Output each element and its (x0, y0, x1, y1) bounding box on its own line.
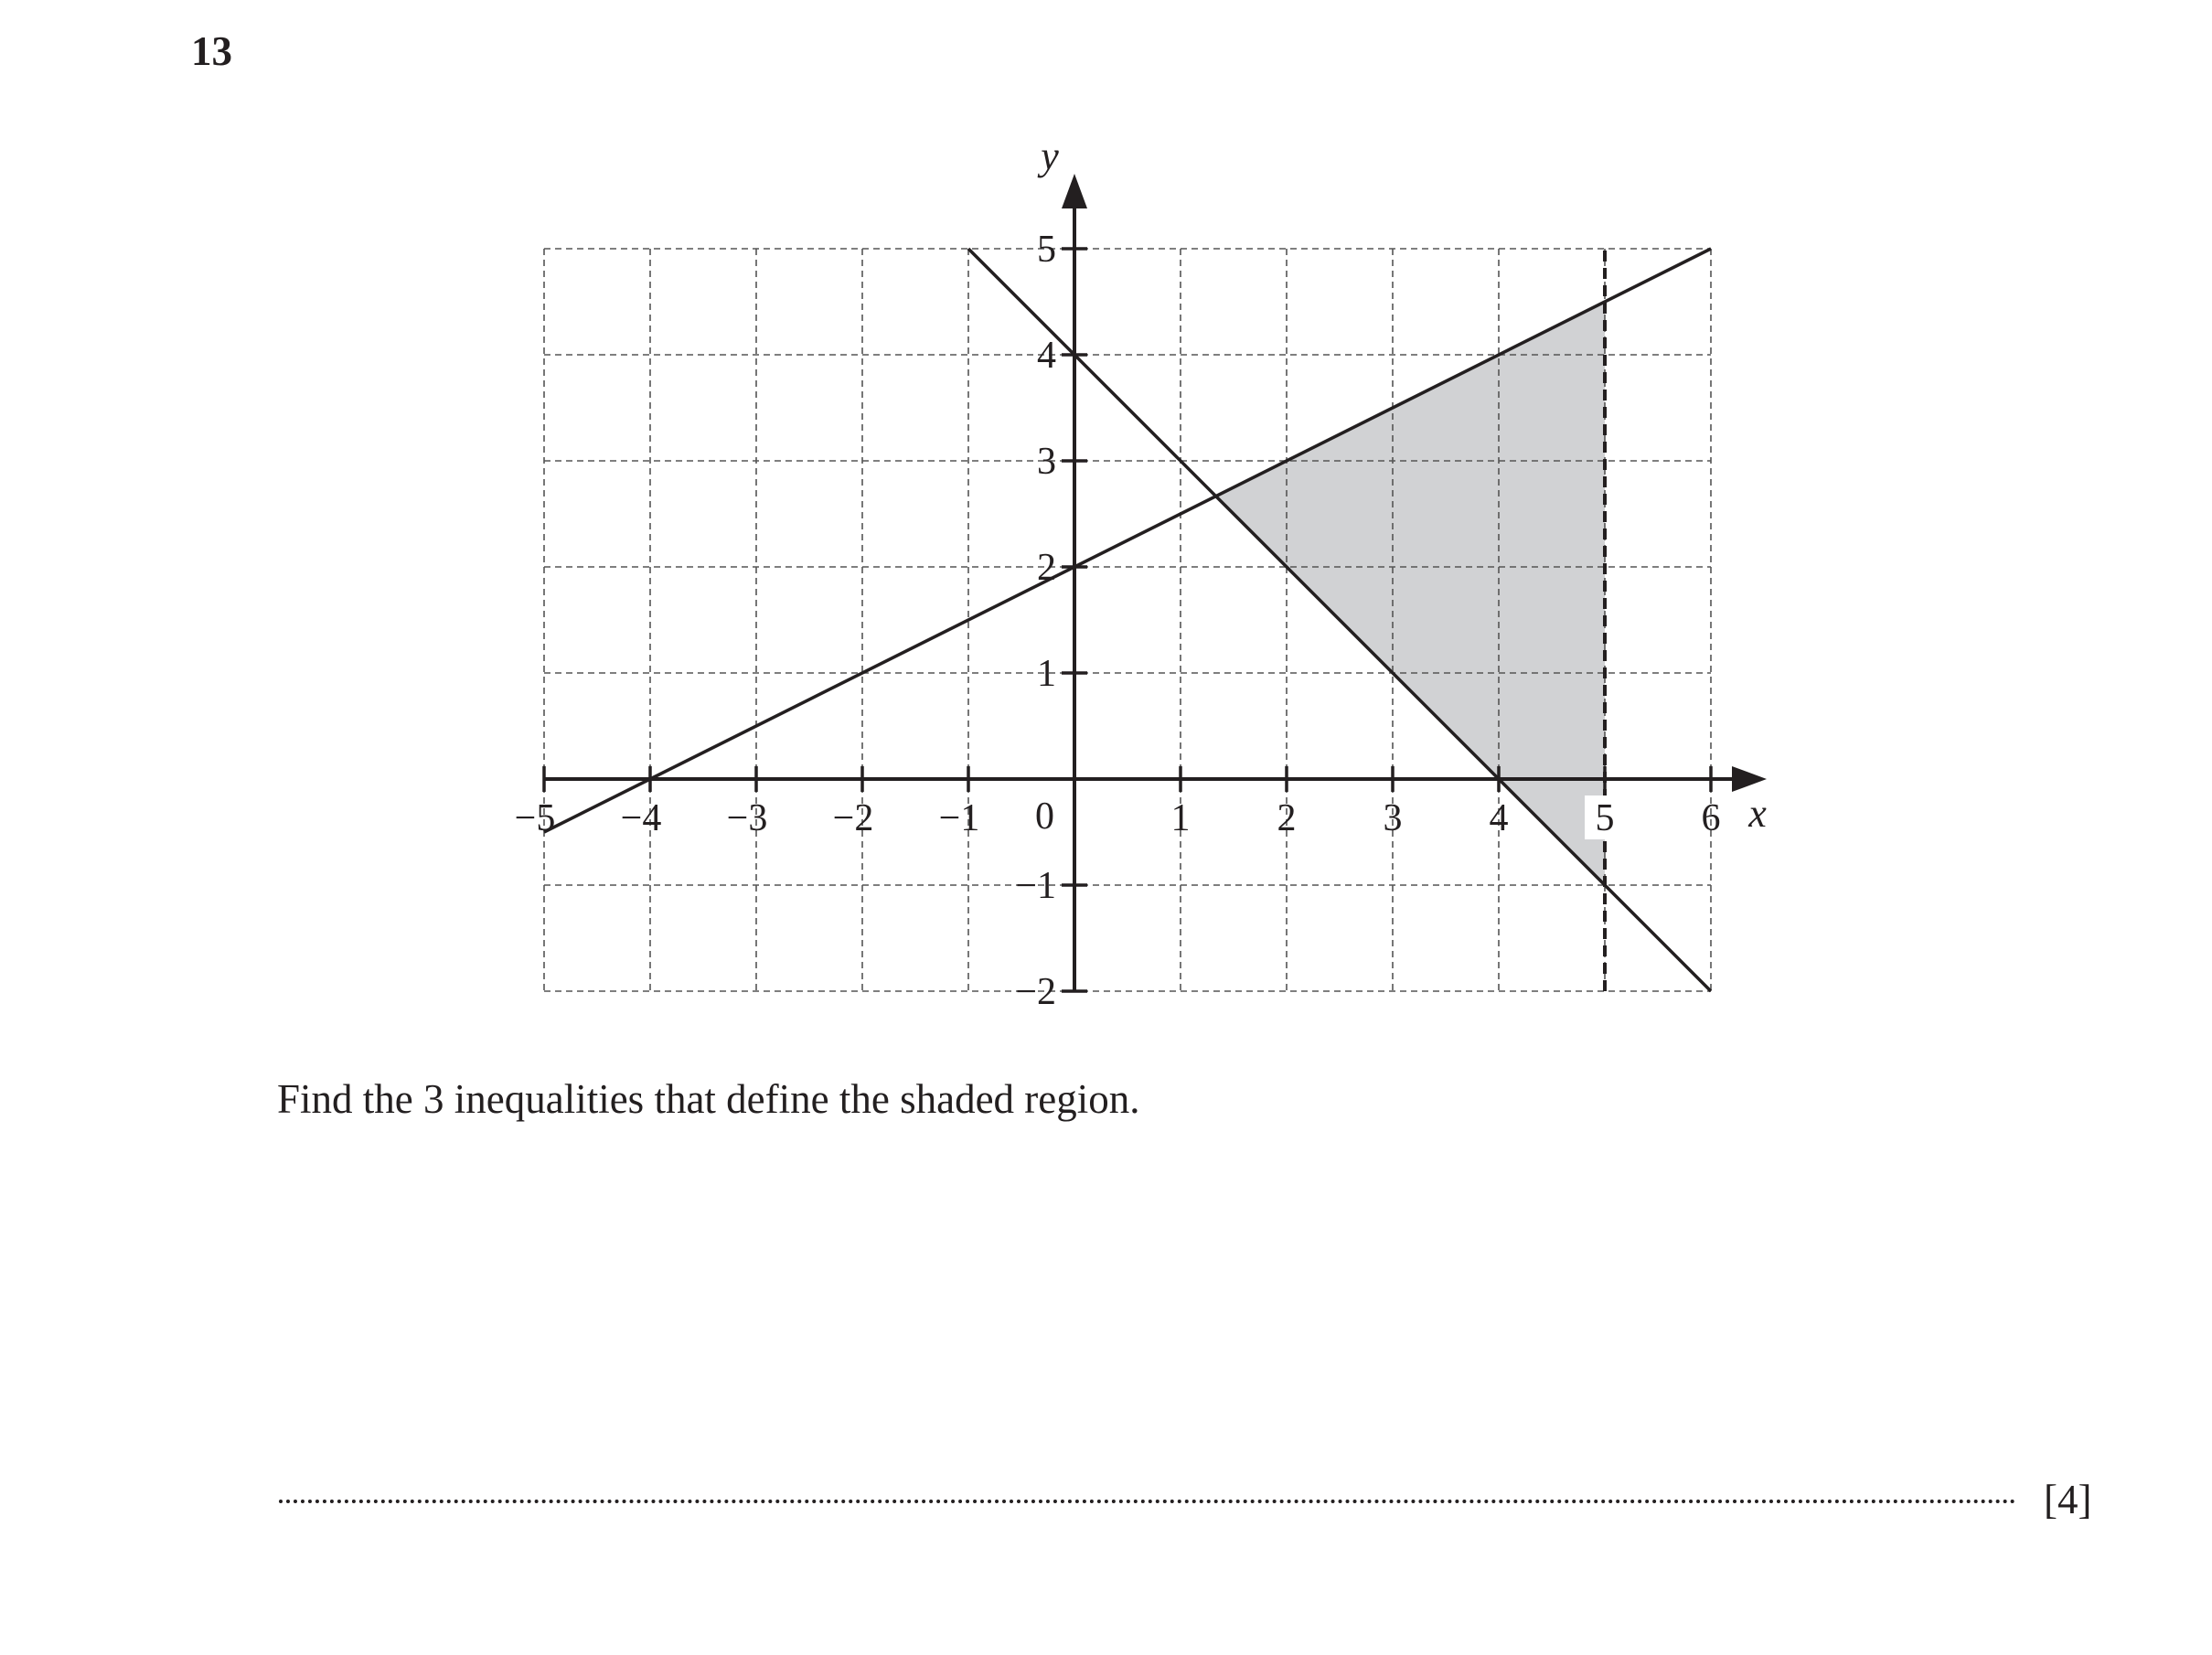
x-tick-label: 1 (1170, 797, 1191, 839)
x-tick-label: −4 (620, 797, 662, 839)
y-tick-label: 1 (1037, 653, 1056, 695)
marks-label: [4] (2044, 1477, 2092, 1522)
shaded-region (1216, 302, 1605, 885)
x-tick-label: 3 (1383, 797, 1403, 839)
y-tick-label: 3 (1037, 441, 1056, 483)
x-tick-label: 6 (1701, 797, 1721, 839)
x-axis-arrow (1732, 766, 1767, 792)
y-axis-label: y (1041, 133, 1059, 178)
x-tick-label: −1 (938, 797, 980, 839)
x-tick-label: 2 (1277, 797, 1297, 839)
y-axis-arrow (1062, 174, 1087, 208)
answer-line[interactable] (279, 1500, 2016, 1503)
x-tick-label: 4 (1489, 797, 1509, 839)
x-tick-label: 5 (1595, 797, 1615, 839)
y-tick-label: 4 (1037, 335, 1056, 377)
x-tick-label: −2 (832, 797, 874, 839)
y-tick-label: −1 (1015, 865, 1056, 907)
question-number: 13 (191, 28, 232, 74)
x-tick-label: −3 (726, 797, 768, 839)
y-tick-label: 2 (1037, 547, 1056, 589)
y-tick-label: 5 (1037, 229, 1056, 271)
question-prompt: Find the 3 inequalities that define the shaded region. (277, 1076, 1140, 1122)
x-axis-label: x (1748, 791, 1767, 836)
origin-label: 0 (1035, 795, 1054, 838)
x-tick-label: −5 (514, 797, 556, 839)
y-tick-label: −2 (1015, 971, 1056, 1013)
